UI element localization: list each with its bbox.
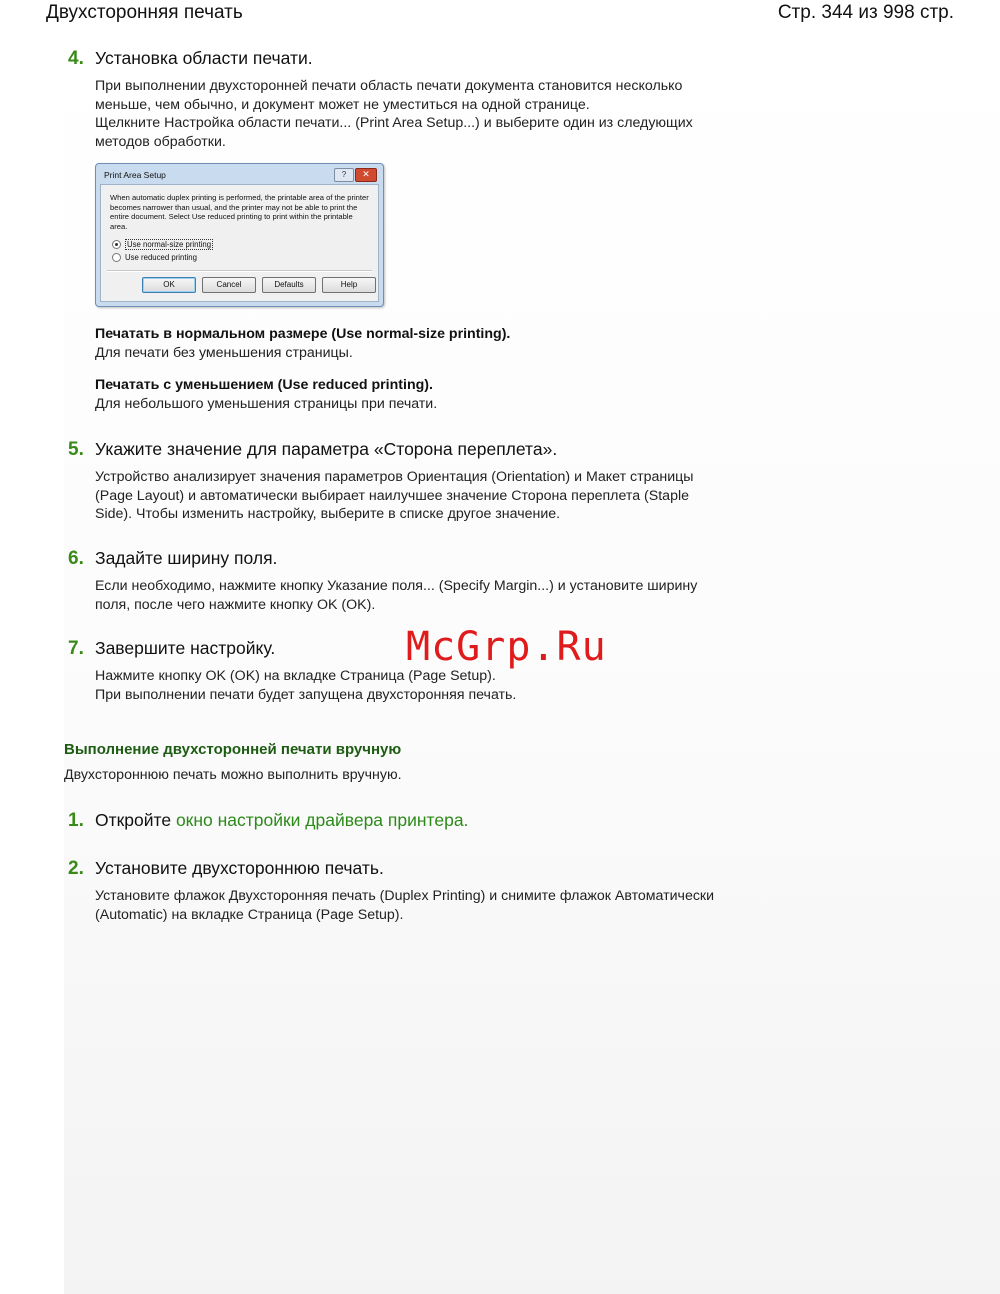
step-title: Укажите значение для параметра «Сторона переплета». xyxy=(95,439,558,459)
option-normal-size xyxy=(95,325,715,363)
radio-label: Use normal-size printing xyxy=(127,240,212,249)
option-reduced xyxy=(95,376,715,414)
step-paragraph: Если необходимо, нажмите кнопку Указание поля... (Specify Margin...) и установите ширину поля, после чего нажмите кнопку OK (OK). xyxy=(95,578,698,613)
step-paragraph: При выполнении двухсторонней печати область печати документа становится несколько меньше, чем обычно, и документ может не уместиться на одной странице. xyxy=(95,78,683,113)
step-number: 7. xyxy=(68,638,84,659)
step-number: 5. xyxy=(68,439,84,460)
step-number: 2. xyxy=(68,858,84,879)
step-title: Установка области печати. xyxy=(95,48,313,68)
step-number: 4. xyxy=(68,48,84,69)
section-heading: Выполнение двухсторонней печати вручную xyxy=(64,741,402,758)
step-5 xyxy=(68,439,768,524)
option-description: Для небольшого уменьшения страницы при печати. xyxy=(95,396,438,412)
ok-button[interactable]: OK xyxy=(142,277,196,293)
option-description: Для печати без уменьшения страницы. xyxy=(95,345,353,361)
help-button[interactable]: Help xyxy=(322,277,376,293)
radio-unchecked-icon[interactable] xyxy=(112,253,121,262)
step-number: 1. xyxy=(68,810,84,831)
section-intro: Двухстороннюю печать можно выполнить вручную. xyxy=(64,767,402,783)
step-title: Установите двухстороннюю печать. xyxy=(95,858,384,878)
dialog-title: Print Area Setup xyxy=(104,170,166,180)
print-area-setup-dialog xyxy=(95,163,384,307)
radio-reduced[interactable] xyxy=(112,253,197,262)
step-title: Завершите настройку. xyxy=(95,638,276,658)
step-body xyxy=(95,77,725,151)
step-paragraph: Установите флажок Двухсторонняя печать (Duplex Printing) и снимите флажок Автоматически (Automatic) на вкладке Страница (Page Setup). xyxy=(95,888,715,923)
step-6 xyxy=(68,548,768,614)
dialog-body xyxy=(100,184,379,302)
radio-checked-icon[interactable] xyxy=(112,240,121,249)
step-paragraph: Щелкните Настройка области печати... (Print Area Setup...) и выберите один из следующих методов обработки. xyxy=(95,115,693,150)
step-number: 6. xyxy=(68,548,84,569)
option-title: Печатать в нормальном размере (Use normal-size printing). xyxy=(95,326,511,342)
step-paragraph: При выполнении печати будет запущена двухсторонняя печать. xyxy=(95,686,517,703)
step-paragraph: Устройство анализирует значения параметров Ориентация (Orientation) и Макет страницы (Page Layout) и автоматически выбирает наилучшее значение Сторона переплета (Staple Side). Чтобы изменить настройку, выберите в списке другое значение. xyxy=(95,469,694,523)
help-icon[interactable]: ? xyxy=(334,168,354,182)
step-4 xyxy=(68,48,768,151)
manual-step-1 xyxy=(68,810,768,832)
manual-step-2 xyxy=(68,858,768,924)
cancel-button[interactable]: Cancel xyxy=(202,277,256,293)
step-body xyxy=(95,468,725,524)
defaults-button[interactable]: Defaults xyxy=(262,277,316,293)
step-body xyxy=(95,887,755,924)
radio-label: Use reduced printing xyxy=(125,253,197,262)
dialog-titlebar xyxy=(96,164,383,184)
watermark: McGrp.Ru xyxy=(406,624,607,670)
step-body xyxy=(95,577,735,614)
radio-normal-size[interactable] xyxy=(112,239,213,250)
dialog-separator xyxy=(107,270,372,272)
step-title-prefix: Откройте xyxy=(95,810,176,830)
step-body xyxy=(95,667,735,704)
step-title: Задайте ширину поля. xyxy=(95,548,278,568)
document-title: Двухсторонняя печать xyxy=(46,2,243,23)
close-icon[interactable]: ✕ xyxy=(355,168,377,182)
page-indicator: Стр. 344 из 998 стр. xyxy=(777,2,954,23)
step-paragraph: Нажмите кнопку OK (OK) на вкладке Страница (Page Setup). xyxy=(95,668,496,684)
driver-settings-link[interactable]: окно настройки драйвера принтера. xyxy=(175,810,469,830)
option-title: Печатать с уменьшением (Use reduced printing). xyxy=(95,377,433,393)
dialog-description: When automatic duplex printing is performed, the printable area of the printer becomes narrower than usual, and the printer may not be able to print the entire document. Select Use reduced printing to print within the printable area. xyxy=(110,193,369,231)
step-title xyxy=(95,810,468,831)
